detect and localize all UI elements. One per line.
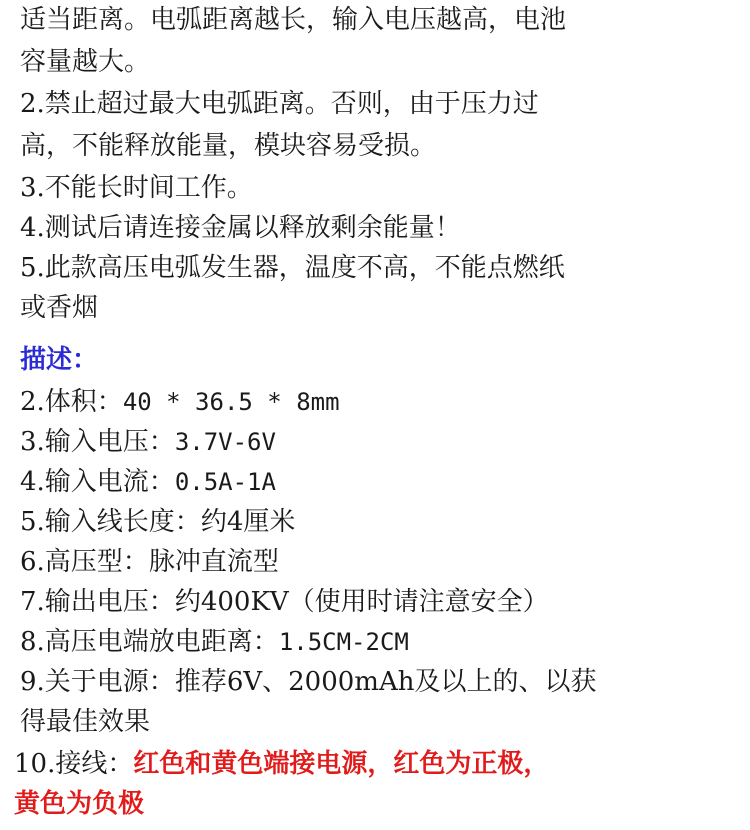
spec-row [20,546,279,578]
spec-value: 3.7V-6V [174,428,276,456]
spec-label: 6.高压型： [20,547,149,577]
spec-value: 约4厘米 [200,507,296,537]
spec-value: 推荐6V、2000mAh及以上的、以获 [174,667,597,697]
warning-line-5: 3.不能长时间工作。 [20,173,253,203]
spec-value: 1.5CM-2CM [278,628,409,656]
spec-label: 8.高压电端放电距离： [20,627,279,657]
warning-line-1: 适当距离。电弧距离越长，输入电压越高，电池 [20,5,567,35]
spec-row [20,626,409,658]
description-heading: 描述： [20,345,99,375]
spec-label: 9.关于电源： [20,667,175,697]
spec-label: 2.体积： [20,387,123,417]
spec-value: 脉冲直流型 [148,547,279,577]
warning-line-6: 4.测试后请连接金属以释放剩余能量！ [20,213,461,243]
spec-continuation: 得最佳效果 [20,707,151,737]
warning-line-4: 高，不能释放能量，模块容易受损。 [20,131,437,161]
warning-line-3: 2.禁止超过最大电弧距离。否则，由于压力过 [20,89,539,119]
wiring-label: 10.接线： [14,749,134,779]
spec-row [20,386,340,418]
spec-row [20,586,549,618]
warning-line-7: 5.此款高压电弧发生器，温度不高，不能点燃纸 [20,253,565,283]
wiring-continuation: 黄色为负极 [14,789,145,819]
spec-label: 7.输出电压： [20,587,175,617]
spec-value: 约400KV（使用时请注意安全） [174,587,549,617]
spec-row [20,506,295,538]
spec-label: 3.输入电压： [20,427,175,457]
spec-row [20,426,276,458]
wiring-row [14,748,549,780]
spec-label: 4.输入电流： [20,467,175,497]
spec-value: 40 * 36.5 * 8mm [122,388,340,416]
warning-line-8: 或香烟 [20,293,99,323]
spec-value: 0.5A-1A [174,468,276,496]
warning-line-2: 容量越大。 [20,47,151,77]
spec-label: 5.输入线长度： [20,507,201,537]
wiring-value: 红色和黄色端接电源，红色为正极， [133,749,550,779]
spec-row [20,666,596,698]
spec-row [20,466,276,498]
